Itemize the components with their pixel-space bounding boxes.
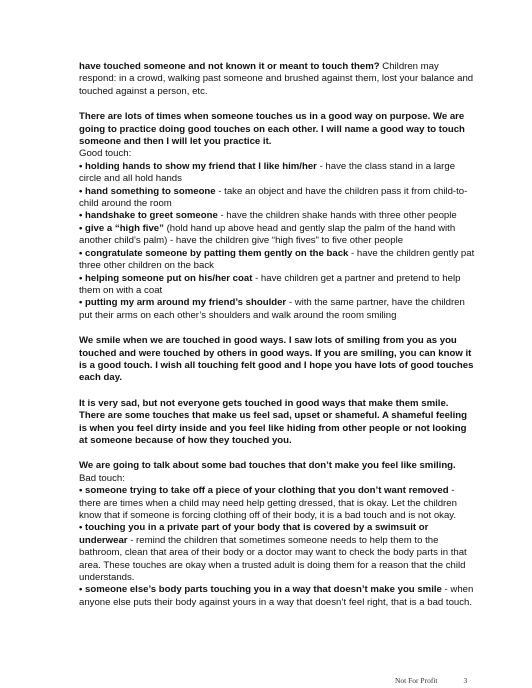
list-item — [79, 485, 477, 522]
list-item-text: - with the same partner, have the children put their arms on each other’s shoulders and walk around the room smiling — [79, 297, 465, 321]
bad-touch-section — [79, 460, 477, 609]
paragraph-sad: It is very sad, but not everyone gets touched in good ways that make them smile. There are some touches that make us feel sad, upset or shameful. A shameful feeling is when you feel dirty inside and you feel like hiding from other people or not looking at someone because of how they touched you. — [79, 397, 467, 446]
list-item-text: - have the children gently pat three other children on the back — [79, 247, 475, 272]
bad-touch-heading: Bad touch: — [79, 472, 125, 484]
bullet-glyph: • — [79, 247, 83, 259]
good-touch-section — [79, 111, 477, 322]
list-item-text: - have the class stand in a large circle and all hold hands — [79, 160, 456, 185]
list-item-text: - remind the children that sometimes someone needs to help them to the bathroom, clean that area of their body or a doctor may want to check the body parts in that area. These touches are okay when a trusted adult is doing them for a reason that the child understands. — [79, 534, 467, 584]
bullet-glyph: • — [79, 210, 83, 222]
list-item-title: handshake to greet someone — [85, 210, 218, 222]
list-item — [79, 161, 477, 186]
list-item-text: - take an object and have the children pass it from child-to-child around the room — [79, 185, 468, 210]
intro-question: have touched someone and not known it or meant to touch them? — [79, 61, 380, 72]
list-item-title: hand something to someone — [85, 185, 216, 197]
footer-label: Not For Profit — [395, 676, 438, 685]
list-item-title: helping someone put on his/her coat — [85, 272, 253, 284]
bullet-glyph: • — [79, 160, 83, 172]
bullet-glyph: • — [79, 185, 83, 197]
list-item-text: - there are times when a child may need help getting dressed, that is okay. Let the children know that if someone is forcing clothing off of their body, it is a bad touch and is not okay. — [79, 485, 457, 521]
list-item — [79, 186, 477, 211]
bullet-glyph: • — [79, 272, 83, 284]
list-item-title: someone trying to take off a piece of your clothing that you don’t want removed — [85, 485, 449, 497]
bad-touch-list — [79, 485, 477, 609]
intro-response: Children may respond: in a crowd, walking past someone and brushed against them, lost your balance and touched against a person, etc. — [79, 61, 474, 97]
list-item-title: someone else’s body parts touching you in a way that doesn’t make you smile — [85, 584, 442, 596]
paragraph-smile: We smile when we are touched in good ways. I saw lots of smiling from you as you touched and were touched by others in good ways. If you are smiling, you can know it is a good touch. I wish all touching felt good and I hope you have lots of good touches each day. — [79, 335, 474, 384]
bullet-glyph: • — [79, 584, 83, 596]
paragraph-intro — [79, 61, 477, 98]
page-body — [79, 61, 477, 622]
list-item — [79, 584, 477, 609]
bullet-glyph: • — [79, 522, 83, 534]
list-item — [79, 273, 477, 298]
good-touch-heading: Good touch: — [79, 148, 132, 160]
list-item-title: putting my arm around my friend’s shoulder — [85, 297, 287, 309]
list-item-text: - have children get a partner and pretend to help them on with a coat — [79, 272, 461, 296]
list-item-text: - when anyone else puts their body against yours in a way that doesn’t feel right, that is a bad touch. — [79, 584, 474, 608]
list-item-title: congratulate someone by patting them gently on the back — [85, 247, 349, 259]
list-item — [79, 248, 477, 273]
list-item-title: holding hands to show my friend that I like him/her — [85, 160, 317, 172]
page-number: 3 — [463, 676, 468, 685]
list-item — [79, 223, 477, 248]
bullet-glyph: • — [79, 297, 83, 309]
list-item-text: (hold hand up above head and gently slap the palm of the hand with another child’s palm) - have the children give “high fives” to five other people — [79, 222, 456, 247]
list-item-title: give a “high five” — [85, 222, 164, 234]
good-touch-intro: There are lots of times when someone touches us in a good way on purpose. We are going to practice doing good touches on each other. I will name a good way to touch someone and then I will let you practice it. — [79, 111, 465, 148]
good-touch-list — [79, 161, 477, 322]
list-item — [79, 210, 477, 222]
bad-touch-intro: We are going to talk about some bad touches that don’t make you feel like smiling. — [79, 460, 456, 472]
bullet-glyph: • — [79, 222, 83, 234]
list-item — [79, 522, 477, 584]
list-item — [79, 297, 477, 322]
page-footer — [395, 676, 467, 685]
list-item-text: - have the children shake hands with three other people — [217, 210, 457, 222]
list-item-title: touching you in a private part of your body that is covered by a swimsuit or underwear — [79, 522, 429, 546]
bullet-glyph: • — [79, 485, 83, 497]
